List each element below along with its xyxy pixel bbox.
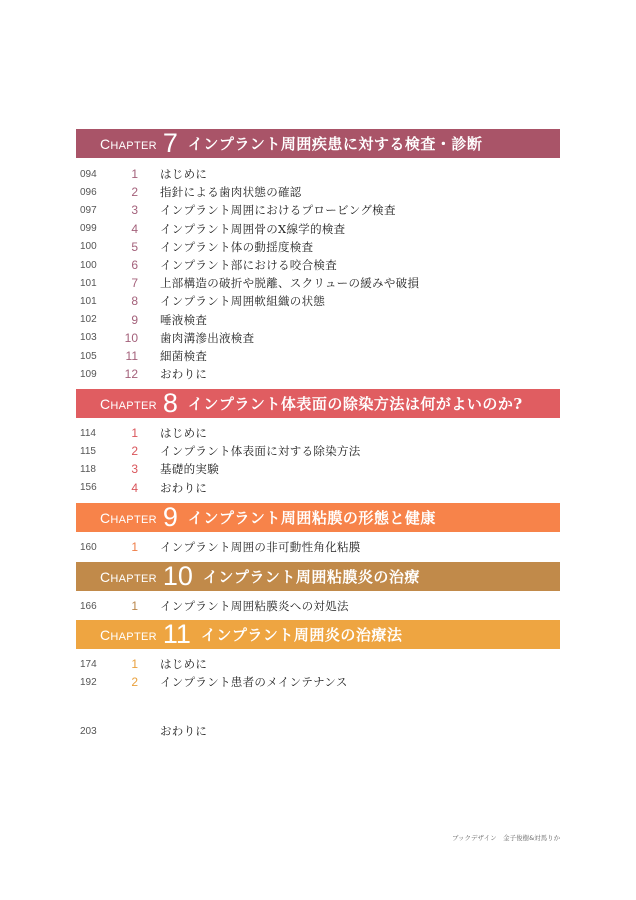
toc-entry[interactable]	[76, 347, 207, 365]
section-number: 12	[124, 367, 138, 382]
page-number: 160	[80, 541, 97, 553]
page-number: 105	[80, 350, 97, 362]
chapter-number: 10	[162, 561, 193, 591]
section-title: おわりに	[160, 367, 208, 382]
section-title: 歯肉溝滲出液検査	[160, 330, 255, 345]
chapter-title: インプラント周囲粘膜の形態と健康	[187, 509, 436, 527]
page-number: 094	[80, 168, 97, 180]
section-title: はじめに	[160, 657, 208, 671]
section-number: 9	[131, 312, 138, 327]
page-number: 156	[80, 482, 97, 494]
page-number: 100	[80, 259, 97, 271]
section-number: 1	[131, 657, 138, 671]
section-number: 2	[131, 444, 138, 459]
page-number: 101	[80, 295, 97, 307]
toc-entry[interactable]	[76, 365, 207, 383]
chapter-label: CHAPTER	[100, 509, 157, 526]
section-number: 11	[125, 349, 138, 363]
toc-entry[interactable]	[76, 311, 207, 329]
toc-entry[interactable]	[76, 292, 325, 310]
section-number: 10	[124, 330, 138, 345]
section-number: 1	[131, 540, 138, 554]
section-title: インプラント周囲の非可動性角化粘膜	[160, 540, 361, 554]
chapter-label: CHAPTER	[100, 568, 157, 585]
section-title: インプラント患者のメインテナンス	[160, 675, 348, 690]
chapter-header-9[interactable]	[76, 503, 560, 532]
chapter-number: 8	[162, 388, 178, 418]
section-number: 2	[131, 675, 138, 690]
section-title: はじめに	[160, 426, 208, 440]
section-number: 8	[131, 294, 138, 309]
section-title: インプラント体の動揺度検査	[160, 239, 314, 254]
page-number: 102	[80, 314, 97, 326]
section-number: 1	[131, 426, 138, 440]
section-title: はじめに	[160, 167, 208, 181]
chapter-number: 7	[162, 128, 178, 158]
page-number: 100	[80, 241, 97, 253]
section-title: インプラント周囲骨のX線学的検査	[160, 221, 346, 236]
toc-entry[interactable]	[76, 220, 346, 238]
page-number: 099	[80, 223, 97, 235]
afterword-row[interactable]	[76, 722, 207, 740]
toc-entry[interactable]	[76, 479, 207, 497]
toc-entry[interactable]	[76, 424, 207, 442]
chapter-label: CHAPTER	[100, 135, 157, 152]
section-number: 7	[131, 276, 138, 291]
entry-label: おわりに	[160, 724, 208, 738]
page-number: 118	[80, 463, 96, 475]
section-title: インプラント周囲粘膜炎への対処法	[160, 599, 349, 613]
chapter-header-10[interactable]	[76, 562, 560, 591]
toc-entry[interactable]	[76, 442, 361, 460]
section-number: 6	[131, 258, 138, 272]
chapter-header-11[interactable]	[76, 620, 560, 649]
toc-entry[interactable]	[76, 183, 302, 201]
section-number: 3	[131, 203, 138, 218]
page-number: 174	[80, 658, 97, 670]
section-number: 4	[131, 480, 138, 495]
section-number: 2	[131, 185, 138, 200]
toc-entry[interactable]	[76, 460, 219, 478]
chapter-label: CHAPTER	[100, 395, 157, 412]
section-title: 基礎的実験	[160, 462, 219, 477]
chapter-title: インプラント体表面の除染方法は何がよいのか?	[187, 395, 523, 413]
page-number: 103	[80, 332, 97, 344]
section-number: 1	[131, 167, 138, 181]
section-title: インプラント周囲におけるプロービング検査	[160, 203, 396, 218]
chapter-header-7[interactable]	[76, 129, 560, 158]
toc-entry[interactable]	[76, 165, 207, 183]
chapter-number: 9	[162, 502, 178, 532]
toc-entry[interactable]	[76, 655, 207, 673]
toc-entry[interactable]	[76, 201, 396, 219]
section-title: 指針による歯肉状態の確認	[160, 185, 302, 200]
toc-entry[interactable]	[76, 256, 337, 274]
page-number: 192	[80, 676, 97, 688]
book-design-credit: ブックデザイン 金子俊樹&対馬りか	[452, 834, 561, 842]
toc-entry[interactable]	[76, 329, 254, 347]
toc-entry[interactable]	[76, 673, 348, 691]
page-number: 109	[80, 368, 97, 380]
chapter-number: 11	[162, 619, 191, 649]
toc-entry[interactable]	[76, 538, 361, 556]
page-number: 203	[80, 725, 97, 737]
section-title: インプラント部における咬合検査	[160, 258, 337, 272]
section-number: 4	[131, 221, 138, 236]
section-title: 唾液検査	[160, 312, 208, 327]
section-title: インプラント体表面に対する除染方法	[160, 444, 361, 459]
page-number: 166	[80, 600, 97, 612]
chapter-title: インプラント周囲疾患に対する検査・診断	[187, 135, 483, 153]
page-number: 115	[80, 445, 96, 457]
toc-entry[interactable]	[76, 274, 419, 292]
toc-entry[interactable]	[76, 238, 313, 256]
page-number: 096	[80, 186, 97, 198]
chapter-header-8[interactable]	[76, 389, 560, 418]
chapter-title: インプラント周囲炎の治療法	[200, 626, 403, 644]
section-title: 上部構造の破折や脱離、スクリューの緩みや破損	[160, 276, 420, 291]
section-number: 1	[131, 599, 138, 613]
page-number: 101	[80, 277, 97, 289]
section-number: 3	[131, 462, 138, 477]
section-title: 細菌検査	[160, 349, 208, 363]
toc-entry[interactable]	[76, 597, 349, 615]
section-title: インプラント周囲軟組織の状態	[160, 294, 326, 309]
section-number: 5	[131, 239, 138, 254]
chapter-label: CHAPTER	[100, 626, 157, 643]
page-number: 114	[80, 427, 96, 439]
chapter-title: インプラント周囲粘膜炎の治療	[202, 568, 420, 586]
page-number: 097	[80, 204, 97, 216]
section-title: おわりに	[160, 480, 208, 495]
